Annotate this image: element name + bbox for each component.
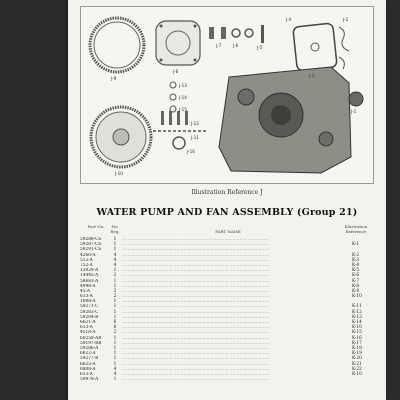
label-j15: J-15 — [179, 107, 187, 112]
quantity-required: 1 — [113, 237, 117, 242]
quantity-required: 4 — [113, 366, 117, 372]
illustration-reference: K-15 — [352, 330, 362, 336]
part-number: 45-A — [80, 288, 91, 294]
part-number: 4998-A — [80, 283, 96, 289]
quantity-required: 1 — [113, 377, 117, 383]
quantity-required: 4 — [113, 257, 117, 263]
column-header-no-req: No. Req. — [110, 224, 120, 234]
label-j6: J-6 — [233, 43, 239, 48]
label-j10: J-10 — [115, 171, 123, 176]
label-j5: J-5 — [257, 45, 263, 50]
illustration-reference: K-18 — [352, 345, 362, 351]
illustration-reference: K-16 — [352, 335, 362, 341]
quantity-required: 1 — [113, 340, 117, 346]
flywheel-drawing — [91, 107, 151, 167]
part-number: 59284-B — [80, 314, 99, 320]
column-header-part-name: PART NAME — [215, 229, 241, 234]
quantity-required: 4 — [113, 252, 117, 258]
cover-plate-drawing — [156, 21, 200, 65]
label-j12: J-12 — [191, 121, 199, 126]
parts-table — [80, 237, 380, 382]
illustration-reference: K-2 — [352, 252, 360, 258]
part-number: 6625-A — [80, 361, 96, 367]
part-number: 4260-A — [80, 252, 96, 258]
part-number: 752-A — [80, 262, 93, 268]
timing-housing-drawing — [219, 67, 351, 173]
part-number: 59277-B — [80, 356, 99, 362]
illustration-reference: K-12 — [352, 309, 362, 315]
illustration-reference: K-10 — [352, 325, 362, 331]
part-number: 60258-AB — [80, 335, 102, 341]
illustration-reference: K-6 — [352, 273, 360, 279]
part-number: 59286-A — [80, 345, 99, 351]
illustration-reference: K-4 — [352, 262, 360, 268]
label-j4: J-4 — [286, 17, 292, 22]
illustration-reference: K-21 — [352, 361, 362, 367]
part-number: 59197-BB — [80, 340, 102, 346]
quantity-required: 2 — [113, 330, 117, 336]
illustration-reference: K-5 — [352, 268, 360, 274]
label-j7: J-7 — [216, 43, 222, 48]
gasket-drawing — [293, 23, 349, 71]
illustration-reference: K-13 — [352, 314, 362, 320]
part-number: 6808-A — [80, 366, 96, 372]
part-number: 59288-CS — [80, 237, 102, 242]
quantity-required: 1 — [113, 356, 117, 362]
illustration-reference: K-14 — [352, 320, 362, 325]
quantity-required: 1 — [113, 299, 117, 305]
part-number: 4518-A — [80, 330, 96, 336]
quantity-required: 1 — [113, 247, 117, 253]
part-number: 59978-A — [80, 377, 99, 383]
label-j16: J-16 — [187, 149, 195, 154]
quantity-required: 2 — [113, 288, 117, 294]
quantity-required: 2 — [113, 294, 117, 300]
illustration-reference: K-7 — [352, 278, 360, 284]
quantity-required: 6 — [113, 325, 117, 331]
part-number: 59271-C — [80, 304, 99, 310]
label-j3: J-3 — [309, 73, 315, 78]
quantity-required: 1 — [113, 242, 117, 248]
quantity-required: 6 — [113, 320, 117, 325]
column-header-illus-ref: Illustration Reference — [344, 224, 368, 234]
quantity-required: 1 — [113, 283, 117, 289]
illustration-reference: K-10 — [352, 371, 362, 377]
exploded-parts-illustration — [80, 6, 374, 184]
part-number: 613-A — [80, 325, 93, 331]
part-number: 6621-A — [80, 320, 96, 325]
part-number: 6622-A — [80, 351, 96, 357]
washers-drawing — [161, 82, 188, 125]
part-number: 512-A — [80, 257, 93, 263]
illustration-reference: K-17 — [352, 340, 362, 346]
label-j1: J-1 — [351, 109, 357, 114]
cap-drawing — [349, 92, 363, 106]
illustration-reference: K-3 — [352, 257, 360, 263]
part-number: 58683-A — [80, 278, 99, 284]
quantity-required: 1 — [113, 314, 117, 320]
illustration-caption: Illustration Reference J — [191, 189, 263, 196]
illustration-reference: K-8 — [352, 283, 360, 289]
catalog-page — [68, 0, 386, 400]
part-number: 613-A — [80, 371, 93, 377]
quantity-required: 1 — [113, 309, 117, 315]
part-number: 14445-A — [80, 273, 99, 279]
quantity-required: 4 — [113, 371, 117, 377]
part-number: 13929-A — [80, 268, 99, 274]
illustration-reference: K-19 — [352, 351, 362, 357]
illustration-reference: K-11 — [352, 304, 362, 310]
illustration-reference: K-9 — [352, 288, 360, 294]
label-j9: J-9 — [111, 76, 117, 81]
label-j2: J-2 — [343, 17, 349, 22]
label-j8: J-8 — [173, 69, 179, 74]
quantity-required: 2 — [113, 273, 117, 279]
illustration-reference: K-10 — [352, 294, 362, 300]
quantity-required: 1 — [113, 304, 117, 310]
illustration-reference: K-1 — [352, 242, 360, 248]
quantity-required: 1 — [113, 335, 117, 341]
part-number: 59283-C — [80, 309, 99, 315]
quantity-required: 1 — [113, 278, 117, 284]
quantity-required: 4 — [113, 262, 117, 268]
label-j13: J-13 — [179, 83, 187, 88]
quantity-required: 1 — [113, 361, 117, 367]
quantity-required: 1 — [113, 351, 117, 357]
column-header-part-no: Part No. — [87, 224, 105, 229]
quantity-required: 1 — [113, 345, 117, 351]
ring-gear-drawing — [90, 18, 144, 72]
label-j14: J-14 — [179, 95, 187, 100]
part-number: 1698-A — [80, 299, 96, 305]
part-number: 59291-CS — [80, 247, 102, 253]
illustration-reference: K-20 — [352, 356, 362, 362]
illustration-reference: K-22 — [352, 366, 362, 372]
small-bolts-drawing — [209, 25, 264, 43]
part-name — [122, 377, 334, 382]
bolt-rail-drawing — [153, 131, 207, 149]
part-number: 59287-CS — [80, 242, 102, 248]
label-j11: J-11 — [191, 135, 199, 140]
section-title: WATER PUMP AND FAN ASSEMBLY (Group 21) — [96, 207, 358, 218]
table-row — [80, 377, 380, 382]
part-number: 613-A — [80, 294, 93, 300]
quantity-required: 1 — [113, 268, 117, 274]
